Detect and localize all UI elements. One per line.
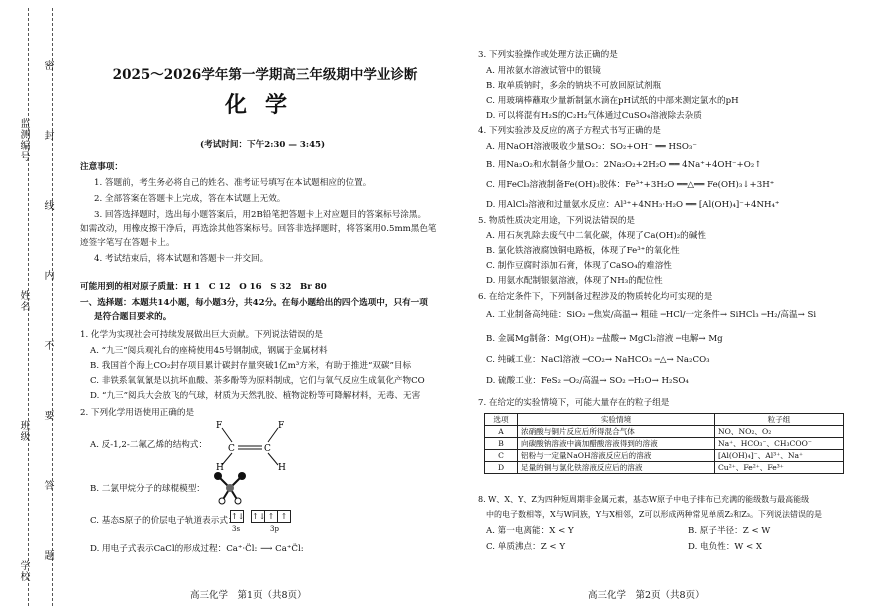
option-5c: C. 制作豆腐时添加石膏，体现了CaSO₄的难溶性 [486,261,672,271]
option-3c: C. 用玻璃棒蘸取少量新制氯水滴在pH试纸的中部来测定氯水的pH [486,96,739,106]
question-4: 4. 下列实验涉及反应的离子方程式书写正确的是 [478,126,661,136]
table-cell: 足量的铜与氯化铁溶液反应后的溶液 [518,462,715,474]
notes-heading: 注意事项： [80,162,123,172]
option-1c: C. 非铁系氧氧氰是以抗坏血酸、茶多酚等为原料制成，它们与氧气反应生成氧化产物CO [90,376,425,386]
seal-char: 不 [42,340,53,351]
note-line: 如需改动，用橡皮擦干净后，再选涂其他答案标号。回答非选择题时，将答案用0.5mm黑色笔 [80,224,437,234]
note-line: 4. 考试结束后，将本试题和答题卡一并交回。 [94,254,269,264]
option-2c: C. 基态S原子的价层电子轨道表示式： [90,516,237,526]
option-3b: B. 取单质钠时，多余的钠块不可放回原试剂瓶 [486,81,662,91]
table-header: 实验情境 [518,414,715,426]
option-6a: A. 工业制备高纯硅：SiO₂ ─焦炭/高温→ 粗硅 ─HCl/一定条件→ SiHCl₃ ─H₂/高温→ Si [486,310,817,320]
note-line: 迹签字笔写在答题卡上。 [80,238,175,248]
question-2: 2. 下列化学用语使用正确的是 [80,408,195,418]
label-class: 班级 [18,420,29,442]
table-cell: 向碳酸钠溶液中滴加醋酸溶液得到的溶液 [518,438,715,450]
table-cell: D [485,462,518,474]
seal-char: 答 [42,480,53,491]
option-1d: D. “九三”阅兵大会放飞的气球，材质为天然乳胶、植物淀粉等可降解材料，无毒、无害 [90,391,421,401]
table-header-row [485,414,844,426]
binding-strip [0,0,60,614]
table-row [485,462,844,474]
option-2a: A. 反-1,2-二氟乙烯的结构式： [90,440,208,450]
option-8c: C. 单质沸点：Z < Y [486,542,566,552]
table-header: 选项 [485,414,518,426]
seal-char: 题 [42,550,53,561]
table-cell: B [485,438,518,450]
question-8-cont: 中的电子数相等，X与W同族，Y与X相邻，Z可以形成两种常见单质Z₂和Z₃。下列说法错误的是 [486,510,822,519]
table-cell: Cu²⁺、Fe²⁺、Fe³⁺ [715,462,844,474]
option-8d: D. 电负性：W < X [688,542,763,552]
atom-c: C [264,444,271,454]
exam-title: 2025～2026学年第一学期高三年级期中学业诊断 [112,67,418,83]
seal-char: 要 [42,410,53,421]
seal-char: 内 [42,270,53,281]
ball-stick-model [210,468,250,508]
label-exam-number: 监测编号 [18,118,29,162]
table-cell: 铝粉与一定量NaOH溶液反应后的溶液 [518,450,715,462]
orbital-3p: ↑ [277,510,291,523]
orbital-diagram [230,510,290,523]
orbital-label-3s: 3s [232,525,241,533]
option-6c: C. 纯碱工业：NaCl溶液 ─CO₂→ NaHCO₃ ─△→ Na₂CO₃ [486,355,710,365]
atom-f: F [278,421,285,431]
option-4d: D. 用AlCl₃溶液和过量氨水反应：Al³⁺+4NH₃·H₂O ══ [Al(OH)₄]⁻+4NH₄⁺ [486,200,780,210]
table-cell: NO、NO₂、O₂ [715,426,844,438]
section-heading-cont: 是符合题目要求的。 [94,312,172,322]
seal-line [52,8,53,606]
page-footer-2: 高三化学 第2页（共8页） [588,590,705,601]
question-1: 1. 化学为实现社会可持续发展做出巨大贡献。下列说法错误的是 [80,330,323,340]
option-4c: C. 用FeCl₃溶液制备Fe(OH)₃胶体：Fe³⁺+3H₂O ══△══ Fe(OH)₃↓+3H⁺ [486,180,775,190]
difluoroethene-structure [200,420,300,470]
option-8a: A. 第一电离能：X < Y [486,526,574,536]
option-1a: A. “九三”阅兵观礼台的座椅使用45号钢制成，钢属于金属材料 [90,346,328,356]
option-3d: D. 可以将混有H₂S的C₂H₂气体通过CuSO₄溶液除去杂质 [486,111,702,121]
orbital-3s: ↑↓ [231,512,245,521]
table-row [485,426,844,438]
option-2d: D. 用电子式表示CaCl的形成过程：Ca⁺·C̈l: ⟶ Ca⁺C̈l: [90,544,304,554]
atom-c: C [228,444,235,454]
table-row [485,438,844,450]
subject-title: 化学 [224,92,305,118]
option-5d: D. 用氨水配制银氨溶液，体现了NH₃的配位性 [486,276,663,286]
question-3: 3. 下列实验操作或处理方法正确的是 [478,50,618,60]
option-4a: A. 用NaOH溶液吸收少量SO₂：SO₂+OH⁻ ══ HSO₃⁻ [486,142,697,152]
option-5a: A. 用石灰乳除去废气中二氧化碳，体现了Ca(OH)₂的碱性 [486,231,706,241]
exam-time: (考试时间：下午2:30 — 3:45) [200,140,326,150]
orbital-3p: ↑ [264,510,278,523]
atomic-masses: 可能用到的相对原子质量：H 1 C 12 O 16 S 32 Br 80 [80,282,327,292]
option-2b: B. 二氯甲烷分子的球棍模型： [90,484,205,494]
option-8b: B. 原子半径：Z < W [688,526,771,536]
atom-h: H [278,463,286,470]
table-header: 粒子组 [715,414,844,426]
orbital-label-3p: 3p [270,525,279,533]
option-4b: B. 用Na₂O₂和水制备少量O₂：2Na₂O₂+2H₂O ══ 4Na⁺+4OH⁻+O₂↑ [486,160,762,170]
option-1b: B. 我国首个海上CO₂封存项目累计碳封存量突破1亿m³方米，有助于推进“双碳”目标 [90,361,412,371]
question-8: 8. W、X、Y、Z为四种短周期非金属元素，基态W原子中电子排布已充满的能级数与最高能级 [478,495,810,504]
question-5: 5. 物质性质决定用途，下列说法错误的是 [478,216,636,226]
option-5b: B. 氯化铁溶液腐蚀铜电路板，体现了Fe³⁺的氧化性 [486,246,680,256]
seal-char: 密 [42,60,53,71]
option-6d: D. 硫酸工业：FeS₂ ─O₂/高温→ SO₂ ─H₂O→ H₂SO₄ [486,376,689,386]
table-cell: [Al(OH)₄]⁻、Al³⁺、Na⁺ [715,450,844,462]
option-3a: A. 用浓氨水溶液试管中的银镜 [486,66,601,76]
label-name: 姓名 [18,290,29,312]
table-cell: C [485,450,518,462]
atom-h: H [216,463,224,470]
note-line: 2. 全部答案在答题卡上完成，答在本试题上无效。 [94,194,286,204]
label-school: 学校 [18,560,29,582]
section-heading: 一、选择题：本题共14小题，每小题3分，共42分。在每小题给出的四个选项中，只有一项 [80,298,428,308]
table-cell: Na⁺、HCO₃⁻、CH₃COO⁻ [715,438,844,450]
table-cell: 浓硝酸与铜片反应后所得混合气体 [518,426,715,438]
note-line: 1. 答题前，考生务必将自己的姓名、准考证号填写在本试题相应的位置。 [94,178,372,188]
page-footer-1: 高三化学 第1页（共8页） [190,590,307,601]
question-6: 6. 在给定条件下，下列制备过程涉及的物质转化均可实现的是 [478,292,713,302]
orbital-3p: ↑↓ [252,512,266,521]
table-cell: A [485,426,518,438]
table-row [485,450,844,462]
question-7-table [484,413,844,474]
note-line: 3. 回答选择题时，选出每小题答案后，用2B铅笔把答题卡上对应题目的答案标号涂黑。 [94,210,427,220]
seal-char: 线 [42,200,53,211]
option-6b: B. 金属Mg制备：Mg(OH)₂ ─盐酸→ MgCl₂溶液 ─电解→ Mg [486,334,723,344]
seal-char: 封 [42,130,53,141]
question-7: 7. 在给定的实验情境下，可能大量存在的粒子组是 [478,398,670,408]
atom-f: F [216,421,223,431]
